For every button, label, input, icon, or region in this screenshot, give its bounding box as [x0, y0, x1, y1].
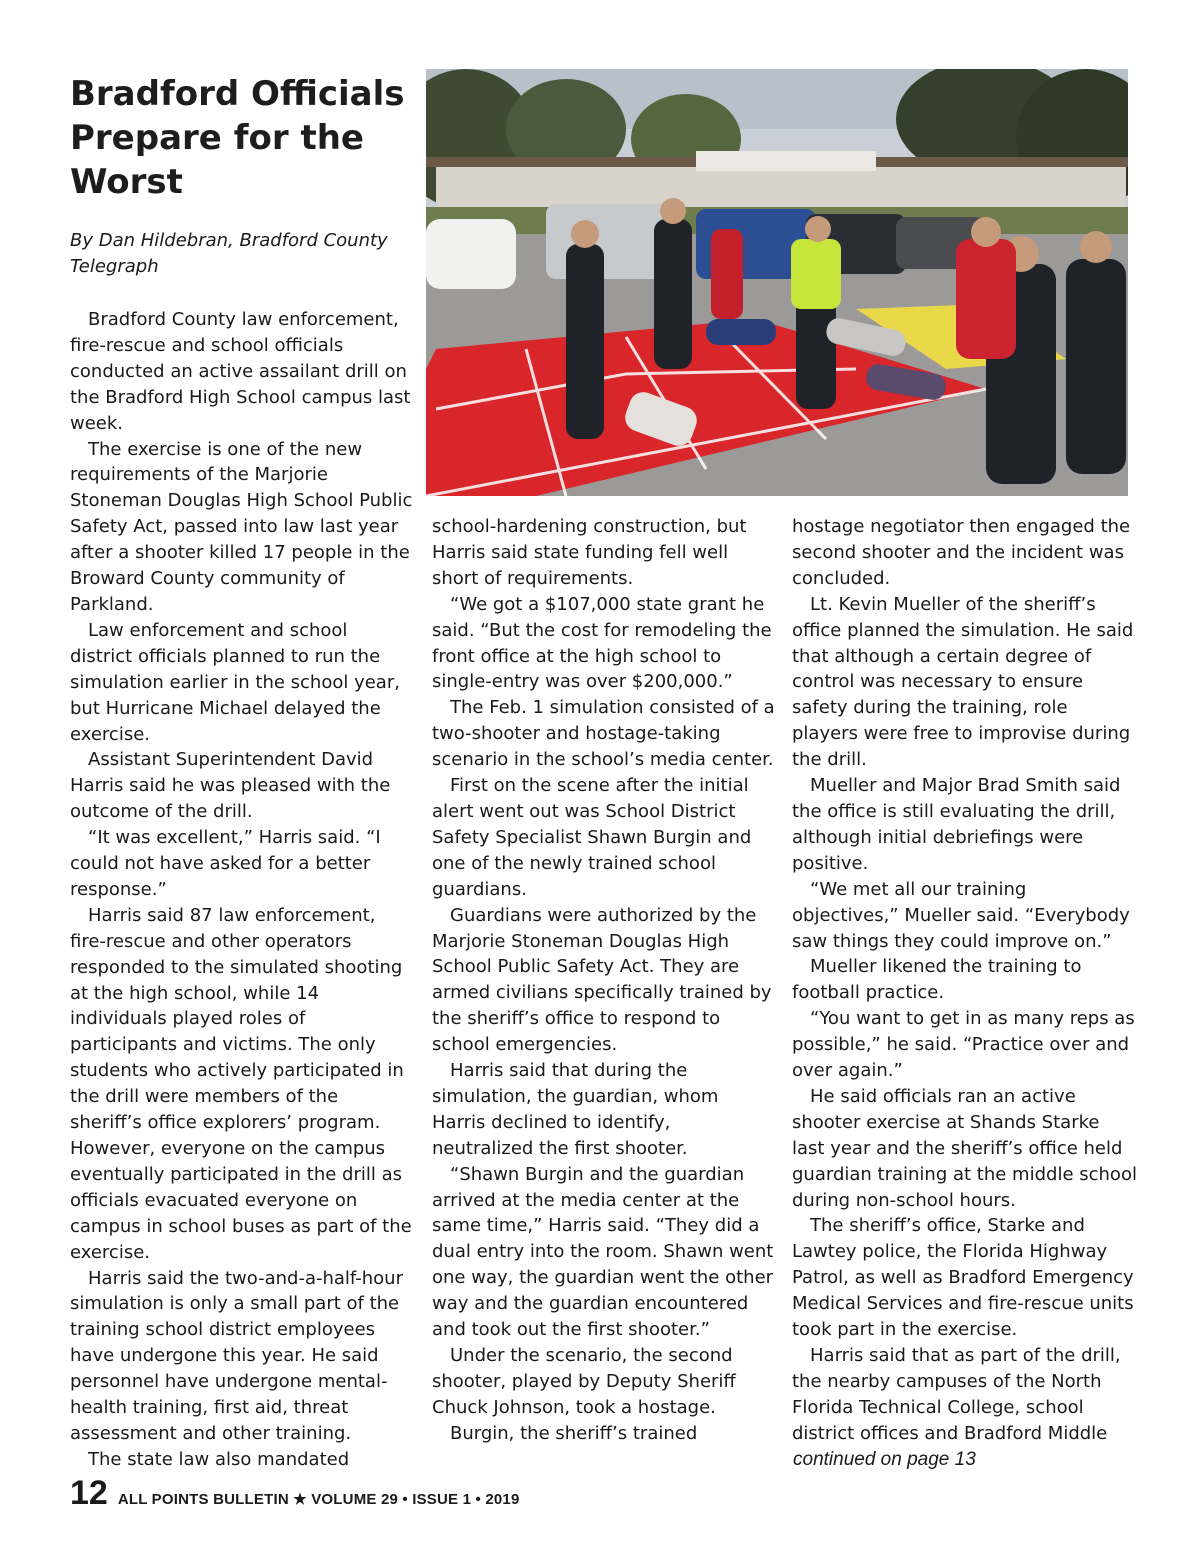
article-column-3 [792, 514, 1137, 1447]
paragraph: Harris said the two-and-a-half-hour simulation is only a small part of the training school district employees have undergone this year. He said personnel have undergone mental-health training, first aid, threat assessment and other training. [70, 1267, 403, 1444]
paragraph: “We met all our training objectives,” Mueller said. “Everybody saw things they could improve on.” [792, 878, 1130, 952]
paragraph: The exercise is one of the new requirements of the Marjorie Stoneman Douglas High School Public Safety Act, passed into law last year after a shooter killed 17 people in the Broward County community of Parkland. [70, 438, 413, 615]
paragraph: Harris said 87 law enforcement, fire-rescue and other operators responded to the simulated shooting at the high school, while 14 individuals played roles of participants and victims. The only students who actively participated in the drill were members of the sheriff’s office explorers’ program. However, everyone on the campus eventually participated in the drill as officials evacuated everyone on campus in school buses as part of the exercise. [70, 904, 412, 1263]
publication-info: ALL POINTS BULLETIN ★ VOLUME 29 • ISSUE 1 • 2019 [117, 1491, 520, 1508]
paragraph: He said officials ran an active shooter exercise at Shands Starke last year and the sheriff’s office held guardian training at the middle school during non-school hours. [792, 1085, 1137, 1211]
paragraph: Guardians were authorized by the Marjorie Stoneman Douglas High School Public Safety Act. They are armed civilians specifically trained by the sheriff’s office to respond to school emergencies. [432, 904, 772, 1056]
paragraph: The Feb. 1 simulation consisted of a two-shooter and hostage-taking scenario in the school’s media center. [432, 697, 775, 771]
page-footer [70, 1474, 520, 1513]
paragraph: Law enforcement and school district officials planned to run the simulation earlier in the school year, but Hurricane Michael delayed the exercise. [70, 619, 400, 745]
paragraph: Assistant Superintendent David Harris said he was pleased with the outcome of the drill. [70, 749, 391, 823]
paragraph: hostage negotiator then engaged the second shooter and the incident was concluded. [792, 516, 1131, 589]
paragraph: Under the scenario, the second shooter, played by Deputy Sheriff Chuck Johnson, took a hostage. [432, 1345, 736, 1418]
paragraph: The state law also mandated [88, 1448, 350, 1470]
paragraph: First on the scene after the initial alert went out was School District Safety Specialist Shawn Burgin and one of the newly trained school guardians. [432, 775, 752, 900]
page-number: 12 [70, 1474, 108, 1512]
paragraph: Harris said that as part of the drill, the nearby campuses of the North Florida Technical College, school district offices and Bradford Middle [792, 1345, 1121, 1444]
paragraph: “You want to get in as many reps as possible,” he said. “Practice over and over again.” [792, 1008, 1135, 1082]
paragraph: “Shawn Burgin and the guardian arrived at the media center at the same time,” Harris said. “They did a dual entry into the room. Shawn went one way, the guardian went the other way and the guardian encountered and took out the first shooter.” [432, 1163, 774, 1341]
article-photo [426, 69, 1128, 496]
paragraph: Bradford County law enforcement, fire-rescue and school officials conducted an active assailant drill on the Bradford High School campus last week. [70, 309, 411, 434]
paragraph: Mueller likened the training to football practice. [792, 956, 1082, 1004]
paragraph: Burgin, the sheriff’s trained [450, 1422, 698, 1444]
article-column-1 [70, 307, 415, 1473]
article-byline: By Dan Hildebran, Bradford County Telegraph [70, 230, 388, 277]
paragraph: The sheriff’s office, Starke and Lawtey police, the Florida Highway Patrol, as well as Bradford Emergency Medical Services and fire-rescue units took part in the exercise. [792, 1215, 1134, 1341]
paragraph: school-hardening construction, but Harris said state funding fell well short of requirements. [432, 516, 747, 589]
article-headline: Bradford Officials Prepare for the Worst [70, 74, 405, 202]
paragraph: “It was excellent,” Harris said. “I could not have asked for a better response.” [70, 827, 381, 900]
paragraph: “We got a $107,000 state grant he said. “But the cost for remodeling the front office at the high school to single-entry was over $200,000.” [432, 593, 772, 693]
continued-note: continued on page 13 [793, 1449, 976, 1470]
article-column-2 [432, 514, 777, 1447]
paragraph: Lt. Kevin Mueller of the sheriff’s office planned the simulation. He said that although a certain degree of control was necessary to ensure safety during the training, role players were free to improvise during the drill. [792, 593, 1134, 771]
paragraph: Harris said that during the simulation, the guardian, whom Harris declined to identify, neutralized the first shooter. [432, 1060, 719, 1159]
paragraph: Mueller and Major Brad Smith said the office is still evaluating the drill, although initial debriefings were positive. [792, 775, 1121, 874]
